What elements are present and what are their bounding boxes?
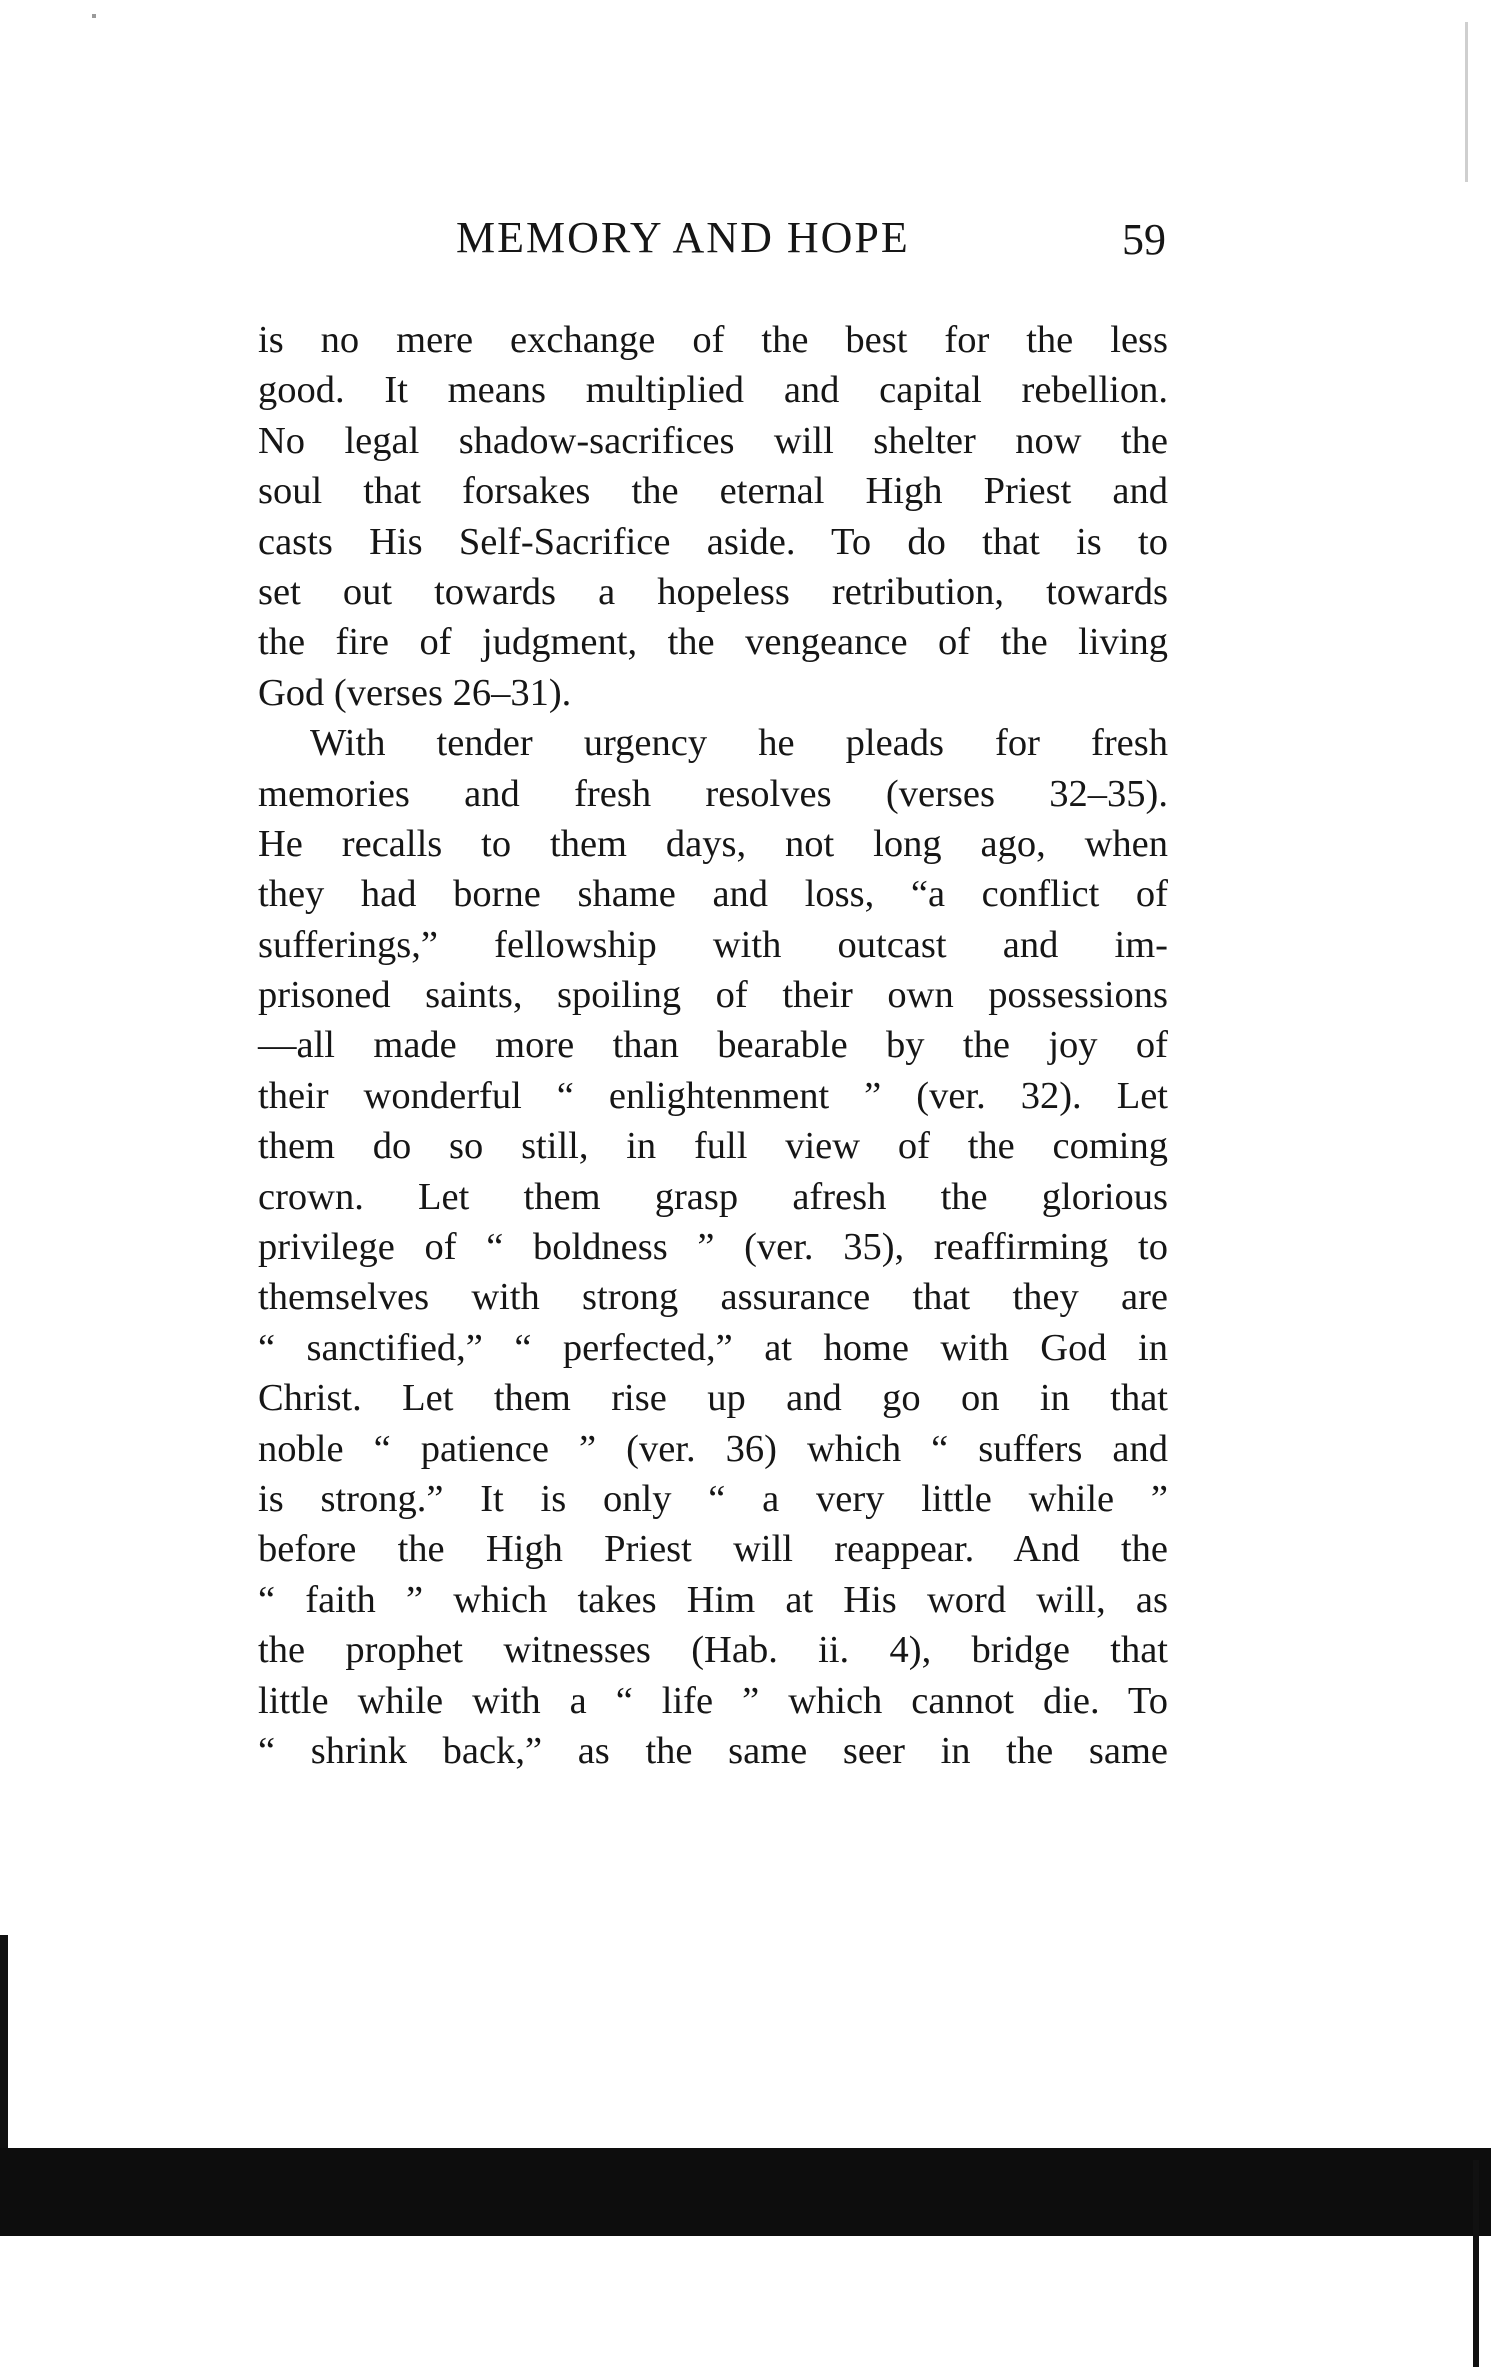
text-line: their wonderful “ enlightenment ” (ver. 32). Let	[258, 1074, 1168, 1117]
text-line: the prophet witnesses (Hab. ii. 4), bridge that	[258, 1629, 1168, 1672]
text-line: God (verses 26–31).	[258, 671, 572, 714]
text-line: “ sanctified,” “ perfected,” at home with God in	[258, 1326, 1168, 1369]
text-line: No legal shadow-sacrifices will shelter now the	[258, 419, 1168, 462]
paragraph-first-line: With tender urgency he pleads for fresh	[310, 722, 1168, 765]
text-line: sufferings,” fellowship with outcast and im-	[258, 923, 1168, 966]
text-line: good. It means multiplied and capital rebellion.	[258, 369, 1168, 412]
text-line: privilege of “ boldness ” (ver. 35), reaffirming to	[258, 1226, 1168, 1269]
page-number: 59	[1122, 215, 1166, 264]
text-line: soul that forsakes the eternal High Priest and	[258, 470, 1168, 513]
text-line: memories and fresh resolves (verses 32–35).	[258, 772, 1168, 815]
text-line: “ shrink back,” as the same seer in the same	[258, 1729, 1168, 1772]
page-header	[256, 212, 1166, 272]
text-line: noble “ patience ” (ver. 36) which “ suffers and	[258, 1427, 1168, 1470]
text-line: casts His Self-Sacrifice aside. To do that is to	[258, 520, 1168, 563]
text-line: before the High Priest will reappear. And the	[258, 1528, 1168, 1571]
text-line: little while with a “ life ” which cannot die. To	[258, 1679, 1168, 1722]
text-line: Christ. Let them rise up and go on in that	[258, 1377, 1168, 1420]
scan-speck	[92, 14, 96, 18]
scan-edge-bottom	[0, 2148, 1491, 2236]
scan-edge-right	[1473, 2160, 1479, 2367]
text-line: He recalls to them days, not long ago, when	[258, 822, 1168, 865]
running-head: MEMORY AND HOPE	[456, 213, 910, 262]
scan-speck	[1465, 22, 1468, 182]
text-line: set out towards a hopeless retribution, towards	[258, 570, 1168, 613]
text-line: —all made more than bearable by the joy of	[258, 1024, 1168, 1067]
text-line: is strong.” It is only “ a very little while ”	[258, 1477, 1168, 1520]
text-line: the fire of judgment, the vengeance of the living	[258, 621, 1168, 664]
text-line: “ faith ” which takes Him at His word will, as	[258, 1578, 1168, 1621]
text-line: themselves with strong assurance that they are	[258, 1276, 1168, 1319]
text-line: is no mere exchange of the best for the less	[258, 319, 1168, 361]
scan-edge-left	[0, 1935, 8, 2150]
text-line: prisoned saints, spoiling of their own possessions	[258, 974, 1168, 1017]
text-line: crown. Let them grasp afresh the glorious	[258, 1175, 1168, 1218]
text-line: them do so still, in full view of the coming	[258, 1125, 1168, 1168]
body-text	[258, 315, 1168, 1776]
text-line: they had borne shame and loss, “a conflict of	[258, 873, 1168, 916]
